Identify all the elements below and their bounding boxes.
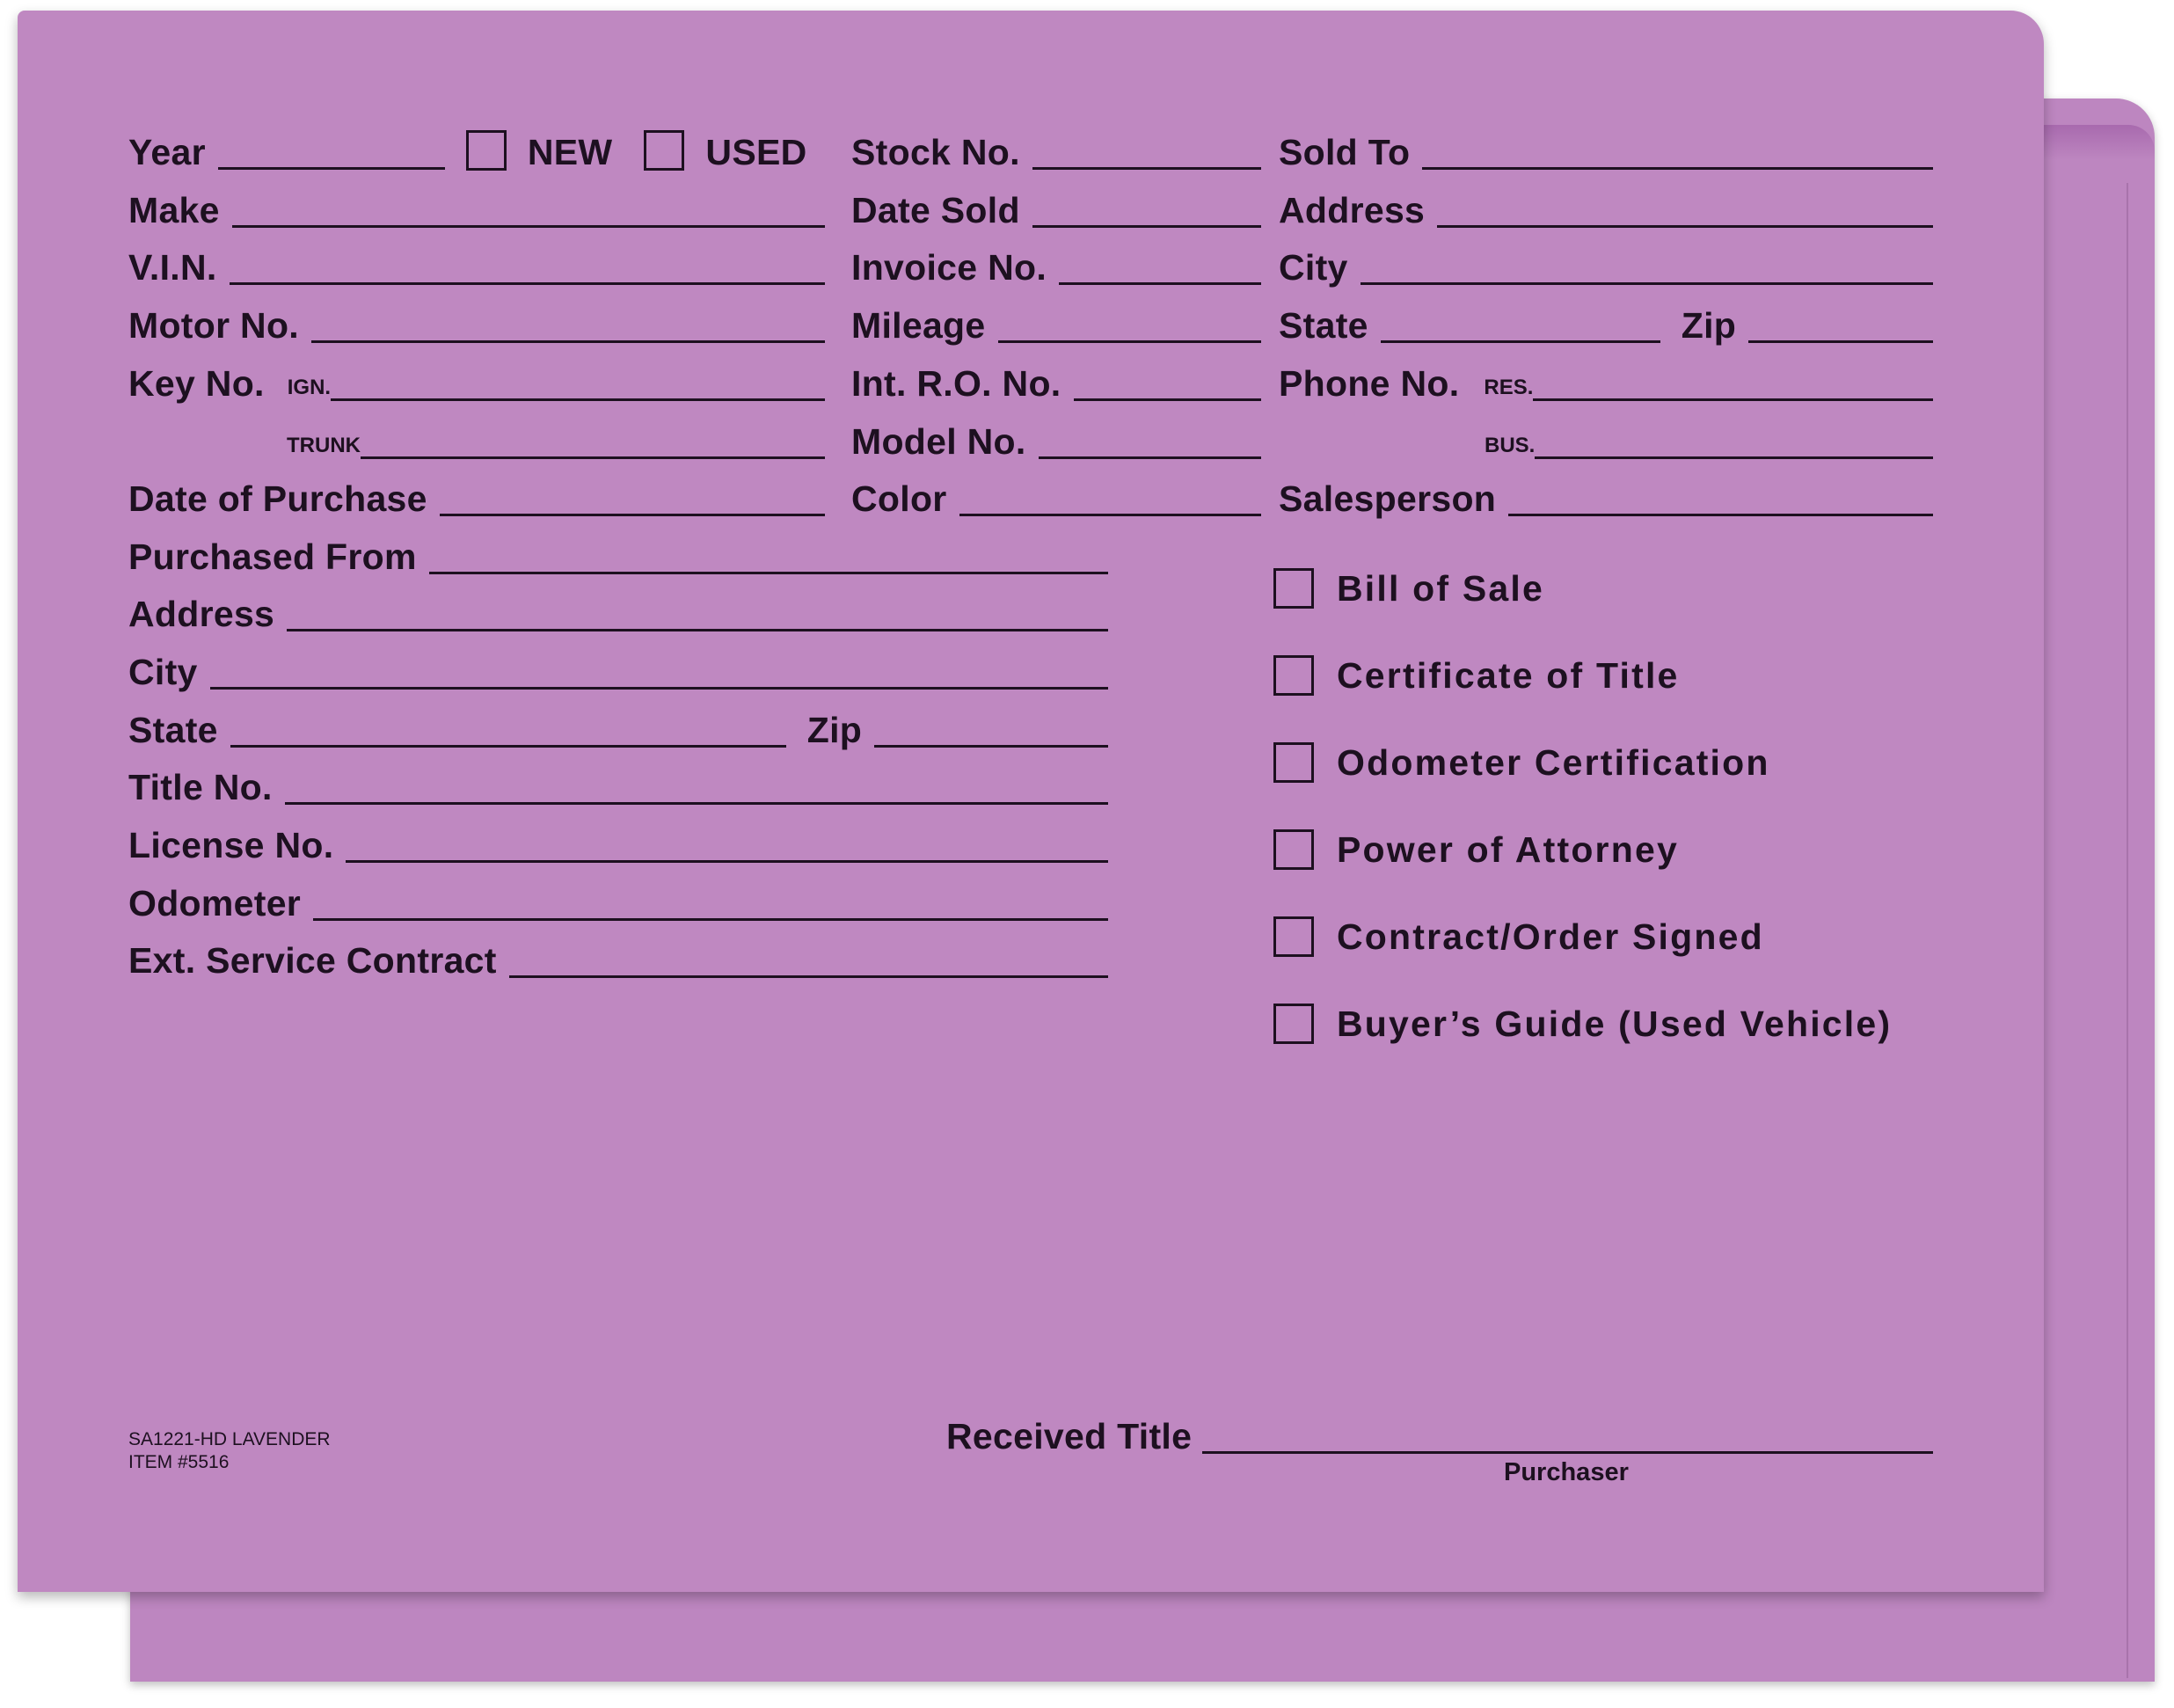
purchased-from-label: Purchased From: [128, 536, 417, 577]
certificate-of-title-checkbox[interactable]: [1273, 655, 1314, 696]
date-of-purchase-field[interactable]: [440, 514, 825, 516]
stock-no-row: [851, 130, 1261, 171]
checklist-label: Certificate of Title: [1337, 654, 1680, 696]
trunk-row: [278, 420, 825, 460]
vin-label: V.I.N.: [128, 247, 217, 288]
model-no-label: Model No.: [851, 421, 1026, 462]
phone-no-label: Phone No.: [1279, 363, 1460, 404]
seller-state-field[interactable]: [230, 745, 786, 748]
title-no-field[interactable]: [285, 802, 1108, 805]
color-label: Color: [851, 478, 947, 519]
item-number: ITEM #5516: [128, 1452, 230, 1472]
salesperson-label: Salesperson: [1279, 478, 1497, 519]
date-sold-row: [851, 188, 1261, 229]
color-field[interactable]: [959, 514, 1261, 516]
ext-service-contract-field[interactable]: [509, 975, 1108, 978]
sold-to-field[interactable]: [1422, 167, 1933, 170]
buyer-zip-field[interactable]: [1748, 340, 1933, 343]
date-sold-label: Date Sold: [851, 190, 1020, 230]
make-row: [128, 188, 825, 229]
bus-sublabel: BUS.: [1485, 434, 1536, 457]
seller-zip-label: Zip: [806, 710, 863, 750]
sold-to-row: [1279, 130, 1933, 171]
checklist-item: [1273, 1002, 1892, 1046]
res-phone-field[interactable]: [1533, 398, 1933, 401]
invoice-no-label: Invoice No.: [851, 247, 1047, 288]
int-ro-no-label: Int. R.O. No.: [851, 363, 1061, 404]
key-no-label: Key No.: [128, 363, 265, 404]
int-ro-no-field[interactable]: [1074, 398, 1262, 401]
title-no-row: [128, 765, 1108, 806]
odometer-field[interactable]: [313, 918, 1108, 921]
res-sublabel: RES.: [1484, 376, 1534, 399]
model-no-field[interactable]: [1039, 456, 1261, 459]
odometer-certification-checkbox[interactable]: [1273, 742, 1314, 783]
license-no-field[interactable]: [346, 860, 1108, 863]
new-label: NEW: [527, 132, 613, 172]
ign-sublabel: IGN.: [287, 376, 332, 399]
trunk-sublabel: TRUNK: [287, 434, 361, 457]
ext-service-contract-row: [128, 938, 1108, 979]
buyer-state-field[interactable]: [1381, 340, 1660, 343]
year-label: Year: [128, 132, 206, 172]
odometer-row: [128, 881, 1108, 922]
checklist-item: [1273, 828, 1679, 872]
new-checkbox[interactable]: [466, 130, 507, 171]
mileage-label: Mileage: [851, 305, 986, 346]
make-label: Make: [128, 190, 220, 230]
sold-to-label: Sold To: [1279, 132, 1411, 172]
buyer-address-field[interactable]: [1437, 225, 1933, 228]
received-title-label: Received Title: [946, 1416, 1193, 1456]
year-field[interactable]: [218, 167, 445, 170]
checklist-label: Buyer’s Guide (Used Vehicle): [1337, 1003, 1893, 1044]
model-no-row: [851, 420, 1261, 460]
ext-service-contract-label: Ext. Service Contract: [128, 940, 497, 981]
buyer-city-label: City: [1279, 247, 1348, 288]
purchaser-caption: Purchaser: [1504, 1458, 1629, 1486]
used-checkbox[interactable]: [644, 130, 684, 171]
checklist-label: Power of Attorney: [1337, 828, 1679, 870]
purchased-from-field[interactable]: [429, 572, 1108, 574]
buyer-address-row: [1279, 188, 1933, 229]
make-field[interactable]: [232, 225, 825, 228]
salesperson-row: [1279, 477, 1933, 517]
purchased-from-row: [128, 535, 1108, 575]
motor-no-label: Motor No.: [128, 305, 299, 346]
buyer-address-label: Address: [1279, 190, 1426, 230]
seller-city-field[interactable]: [210, 687, 1108, 690]
seller-address-field[interactable]: [287, 629, 1108, 631]
seller-address-row: [128, 592, 1108, 632]
checklist-item: [1273, 915, 1764, 959]
checklist-item: [1273, 741, 1770, 785]
bus-phone-field[interactable]: [1535, 456, 1933, 459]
buyer-city-field[interactable]: [1361, 282, 1933, 285]
motor-no-field[interactable]: [311, 340, 825, 343]
int-ro-no-row: [851, 361, 1261, 402]
buyer-state-row: [1279, 303, 1933, 344]
license-no-label: License No.: [128, 825, 334, 865]
stock-no-field[interactable]: [1032, 167, 1261, 170]
buyer-zip-label: Zip: [1681, 305, 1737, 346]
date-of-purchase-row: [128, 477, 825, 517]
invoice-no-row: [851, 245, 1261, 286]
stock-no-label: Stock No.: [851, 132, 1020, 172]
checklist-item: [1273, 566, 1544, 610]
buyers-guide-checkbox[interactable]: [1273, 1004, 1314, 1044]
odometer-label: Odometer: [128, 883, 302, 923]
phone-no-row: [1279, 361, 1933, 402]
buyer-city-row: [1279, 245, 1933, 286]
seller-city-label: City: [128, 652, 198, 692]
date-of-purchase-label: Date of Purchase: [128, 478, 427, 519]
seller-state-label: State: [128, 710, 218, 750]
received-title-row: [946, 1414, 1933, 1455]
checklist-label: Odometer Certification: [1337, 741, 1770, 783]
trunk-key-field[interactable]: [361, 456, 825, 459]
title-no-label: Title No.: [128, 767, 273, 807]
seller-city-row: [128, 650, 1108, 690]
folder-fold-line: [2127, 183, 2128, 1678]
used-label: USED: [705, 132, 807, 172]
vin-field[interactable]: [230, 282, 825, 285]
buyer-state-label: State: [1279, 305, 1368, 346]
contract-order-signed-checkbox[interactable]: [1273, 916, 1314, 957]
color-row: [851, 477, 1261, 517]
power-of-attorney-checkbox[interactable]: [1273, 829, 1314, 870]
seller-zip-field[interactable]: [874, 745, 1108, 748]
year-row: [128, 130, 832, 171]
bus-phone-row: [1477, 420, 1933, 460]
seller-state-row: [128, 708, 1108, 748]
mileage-field[interactable]: [998, 340, 1262, 343]
date-sold-field[interactable]: [1032, 225, 1261, 228]
checklist-label: Bill of Sale: [1337, 567, 1545, 609]
seller-address-label: Address: [128, 594, 275, 634]
license-no-row: [128, 823, 1108, 864]
bill-of-sale-checkbox[interactable]: [1273, 568, 1314, 609]
checklist-item: [1273, 653, 1680, 697]
checklist-label: Contract/Order Signed: [1337, 916, 1764, 957]
product-code: SA1221-HD LAVENDER: [128, 1429, 331, 1449]
mileage-row: [851, 303, 1261, 344]
received-title-signature-field[interactable]: [1202, 1451, 1933, 1454]
invoice-no-field[interactable]: [1059, 282, 1261, 285]
motor-no-row: [128, 303, 825, 344]
salesperson-field[interactable]: [1508, 514, 1933, 516]
key-no-row: [128, 361, 825, 402]
folder-front-panel: [18, 11, 2044, 1592]
vin-row: [128, 245, 825, 286]
ign-key-field[interactable]: [331, 398, 825, 401]
